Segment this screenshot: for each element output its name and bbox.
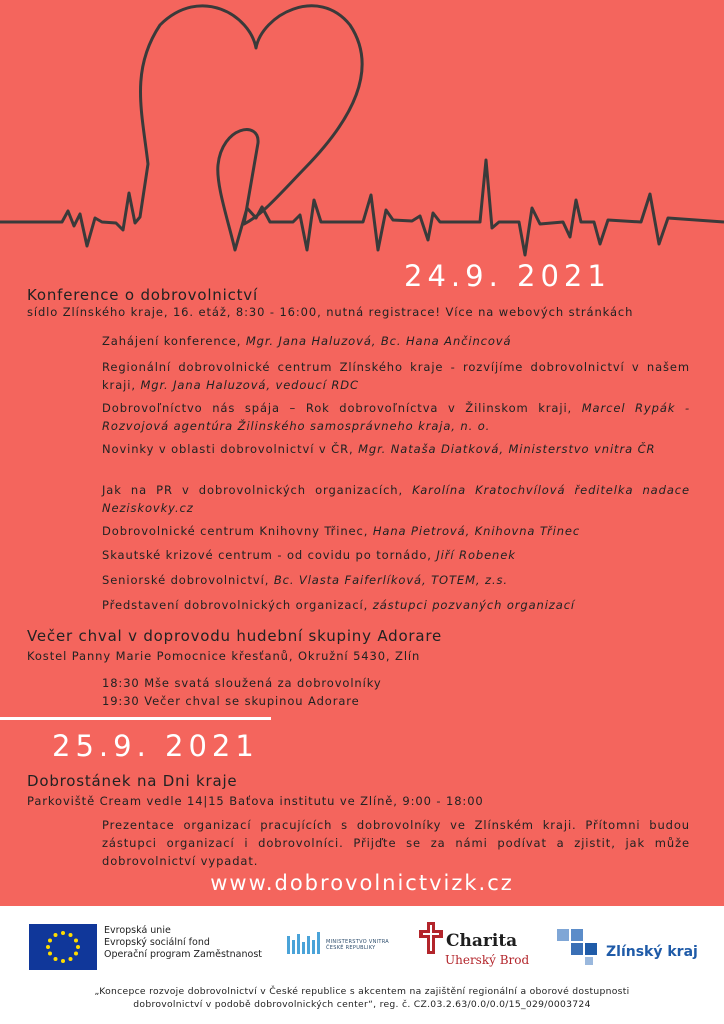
- eu-text: Evropská unie Evropský sociální fond Operační program Zaměstnanost: [104, 925, 263, 960]
- event2-title: Dobrostánek na Dni kraje: [27, 772, 238, 790]
- program-item: Jak na PR v dobrovolnických organizacích, Karolína Kratochvílová ředitelka nadace Neziskovky.cz: [102, 483, 690, 515]
- evening-place: Kostel Panny Marie Pomocnice křesťanů, Okružní 5430, Zlín: [27, 649, 421, 663]
- heartbeat-line: [0, 6, 724, 255]
- event1-title: Konference o dobrovolnictví: [27, 286, 258, 304]
- event2-place: Parkoviště Cream vedle 14|15 Baťova institutu ve Zlíně, 9:00 - 18:00: [27, 794, 484, 808]
- charita-cross-icon: [417, 920, 445, 956]
- heart-heartbeat-illustration: [0, 0, 724, 270]
- website-link[interactable]: www.dobrovolnictvizk.cz: [210, 871, 514, 895]
- program-item: Představení dobrovolnických organizací, zástupci pozvaných organizací: [102, 598, 576, 612]
- evening-line-1: 18:30 Mše svatá sloužená za dobrovolníky: [102, 676, 382, 690]
- evening-title: Večer chval v doprovodu hudební skupiny Adorare: [27, 627, 443, 645]
- event2-description: Prezentace organizací pracujících s dobrovolníky ve Zlínském kraji. Přítomni budou zástupci organizací i dobrovolníci. Přijďte se za námi podívat a zjistit, jak může dobrovolnictví vypadat.: [102, 818, 690, 868]
- zlinsky-kraj-logo-icon: [557, 929, 603, 965]
- eu-flag-icon: [29, 924, 97, 970]
- program-item: Dobrovolnické centrum Knihovny Třinec, Hana Pietrová, Knihovna Třinec: [102, 524, 581, 538]
- section-divider: [0, 717, 271, 720]
- program-item: Regionální dobrovolnické centrum Zlínského kraje - rozvíjíme dobrovolnictví v našem kraji, Mgr. Jana Haluzová, vedoucí RDC: [102, 360, 690, 392]
- program-item: Skautské krizové centrum - od covidu po tornádo, Jiří Robenek: [102, 548, 516, 562]
- evening-line-2: 19:30 Večer chval se skupinou Adorare: [102, 694, 360, 708]
- mvcr-text: MINISTERSTVO VNITRA ČESKÉ REPUBLIKY: [326, 939, 390, 951]
- program-item: Seniorské dobrovolnictví, Bc. Vlasta Faiferlíková, TOTEM, z.s.: [102, 573, 508, 587]
- charita-subtitle: Uherský Brod: [445, 953, 530, 967]
- program-item: Novinky v oblasti dobrovolnictví v ČR, Mgr. Nataša Diatková, Ministerstvo vnitra ČR: [102, 442, 656, 456]
- zlinsky-kraj-text: Zlínský kraj: [606, 944, 698, 960]
- program-item: Dobrovoľníctvo nás spája – Rok dobrovoľníctva v Žilinskom kraji, Marcel Rypák - Rozvojová agentúra Žilinského samosprávneho kraja, n. o.: [102, 401, 690, 433]
- mvcr-logo-icon: [286, 930, 324, 958]
- program-item: Zahájení konference, Mgr. Jana Haluzová, Bc. Hana Ančincová: [102, 334, 512, 348]
- event2-date: 25.9. 2021: [52, 729, 259, 763]
- event1-subtitle: sídlo Zlínského kraje, 16. etáž, 8:30 - 16:00, nutná registrace! Více na webových stránkách: [27, 305, 634, 319]
- footer-project-note: „Koncepce rozvoje dobrovolnictví v České republice s akcentem na zajištění regionální a oborové dostupnosti dobrovolnictví v podobě dobrovolnických center“, reg. č. CZ.03.2.63/0.0/0.0/15_029/0003724: [94, 986, 630, 1010]
- charita-title: Charita: [446, 931, 518, 951]
- event1-date: 24.9. 2021: [404, 259, 611, 293]
